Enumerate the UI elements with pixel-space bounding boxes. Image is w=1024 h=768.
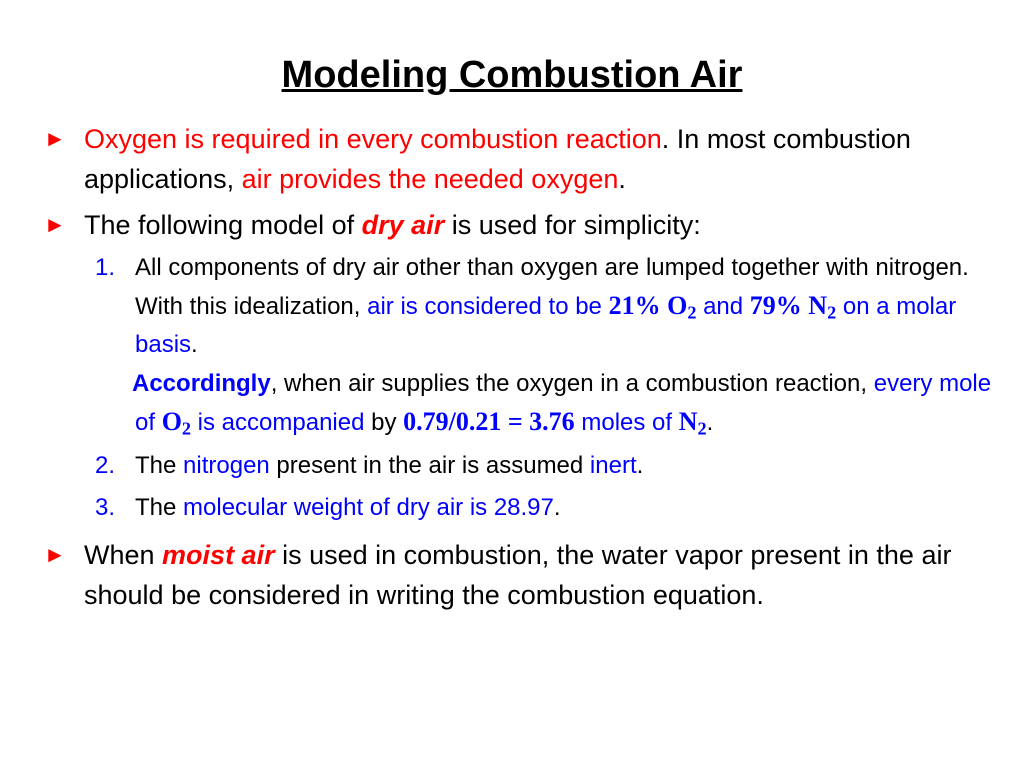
item-text-blue: molecular weight of dry air is 28.97 (183, 494, 554, 521)
bullet-text: . In most combustion applications, (84, 124, 911, 194)
paragraph-text: . (706, 409, 714, 436)
item-text-blue: air is considered to be (367, 293, 609, 320)
oxygen-formula: $O_2$ (161, 407, 192, 439)
slide-title: Modeling Combustion Air (281, 54, 743, 96)
item-text: . (636, 452, 644, 479)
bullet-moist-air (44, 535, 1004, 615)
bullet-text: . (618, 164, 626, 194)
bullet-arrow-icon: ► (44, 126, 66, 151)
item-text-blue: and (696, 293, 750, 320)
bullet-arrow-icon: ► (44, 212, 66, 237)
item-text: . (191, 331, 198, 358)
bullet-text-red: air provides the needed oxygen (241, 164, 619, 194)
bullet-text: When (84, 540, 163, 570)
accordingly-paragraph (132, 365, 1004, 442)
list-item-3 (95, 489, 1004, 527)
nitrogen-formula: $N_2$ (678, 407, 707, 439)
bullet-oxygen (44, 119, 1004, 199)
item-number: 3. (95, 494, 116, 521)
item-text-blue: nitrogen (183, 452, 270, 479)
bullet-arrow-icon: ► (44, 542, 66, 567)
paragraph-text: by (364, 409, 404, 436)
item-text: All components of dry air other than oxygen are lumped together with nitrogen. With this idealization, (135, 254, 969, 320)
item-text-blue: inert (589, 452, 637, 479)
dry-air-emphasis: dry air (361, 210, 445, 240)
bullet-text-red: Oxygen is required in every combustion reaction (84, 124, 662, 154)
item-text: The (135, 452, 184, 479)
list-item-2 (95, 447, 1004, 485)
list-item-1 (95, 249, 1004, 364)
item-text-blue: on a molar basis (135, 293, 957, 358)
bullet-text: is used in combustion, the water vapor present in the air should be considered in writing the combustion equation. (84, 540, 952, 610)
nitrogen-percentage: 79% $N_2$ (749, 291, 837, 323)
item-text: . (553, 494, 561, 521)
oxygen-percentage: 21% $O_2$ (608, 291, 697, 323)
slide-content (44, 119, 1004, 615)
paragraph-text-blue: is accompanied (191, 409, 365, 436)
bullet-dry-air-model (44, 205, 1004, 245)
paragraph-text-blue: every mole of (135, 370, 992, 436)
bullet-text: The following model of (84, 210, 362, 240)
item-text: The (135, 494, 184, 521)
numbered-list (95, 249, 1004, 527)
item-number: 2. (95, 452, 116, 479)
item-number: 1. (95, 254, 116, 281)
paragraph-text-blue: moles of (574, 409, 679, 436)
item-text: present in the air is assumed (269, 452, 590, 479)
mole-ratio: 0.79/0.21 = 3.76 (403, 407, 575, 436)
accordingly-label: Accordingly (132, 370, 271, 397)
bullet-text: is used for simplicity: (444, 210, 701, 240)
paragraph-text: , when air supplies the oxygen in a combustion reaction, (270, 370, 874, 397)
moist-air-emphasis: moist air (162, 540, 275, 570)
